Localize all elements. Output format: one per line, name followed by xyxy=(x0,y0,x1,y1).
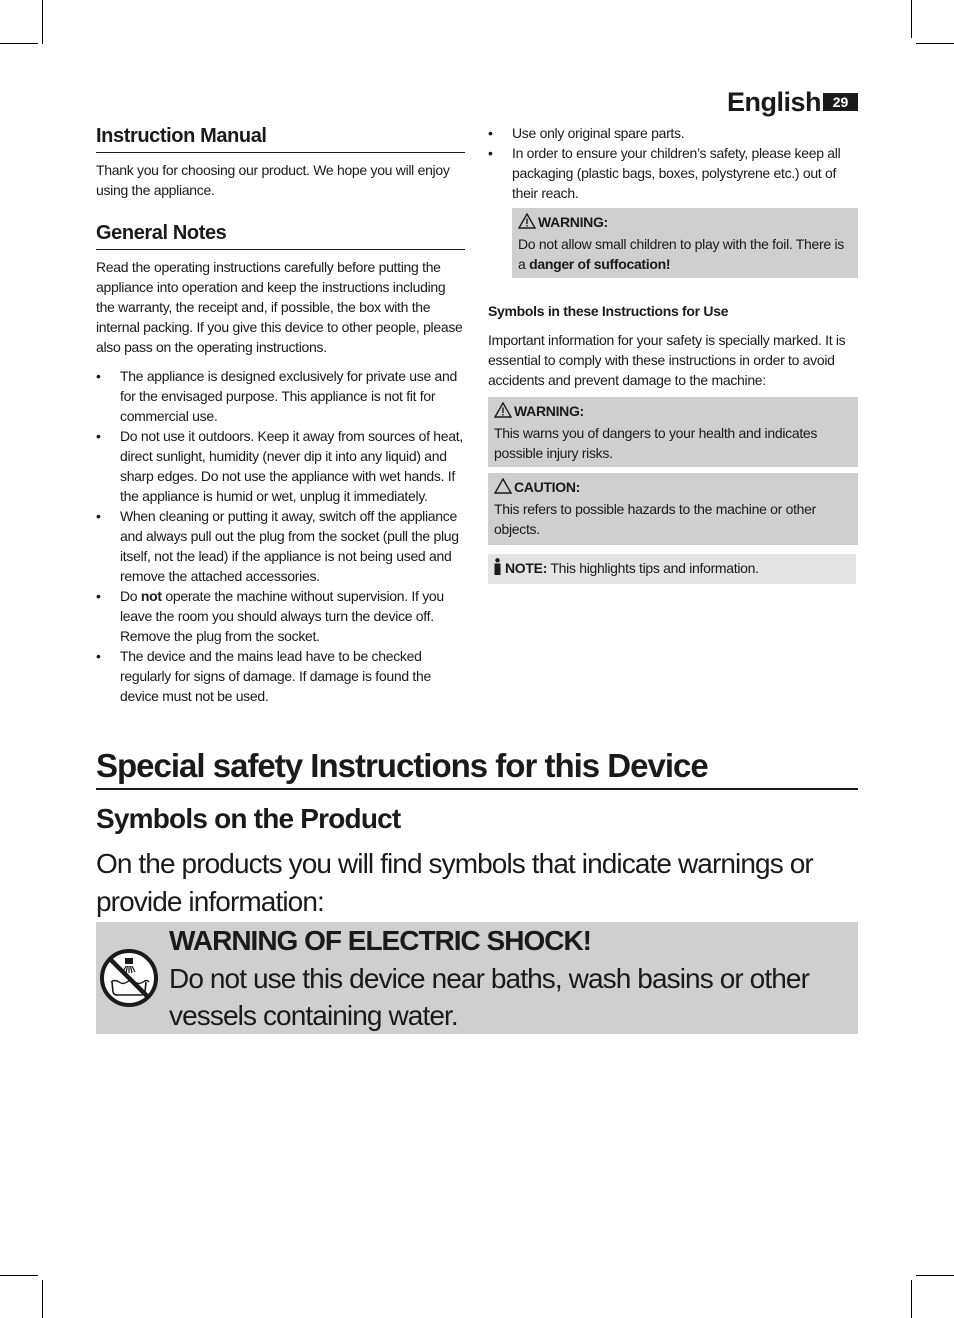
list-item: • The appliance is designed exclusively for private use and for the envisaged purpose. This appliance is not fit for commercial use. xyxy=(96,366,465,426)
crop-mark xyxy=(0,43,38,44)
caution-box xyxy=(488,473,858,545)
note-box xyxy=(488,554,856,584)
crop-mark xyxy=(916,43,954,44)
list-item: • Do not use it outdoors. Keep it away from sources of heat, direct sunlight, humidity (never dip it into any liquid) and sharp edges. Do not use the appliance with wet hands. If the appliance is humid or wet, unplug it immediately. xyxy=(96,426,465,506)
crop-mark xyxy=(42,0,43,44)
list-item: • Use only original spare parts. xyxy=(488,123,858,143)
safety-list xyxy=(488,123,858,203)
right-column xyxy=(488,122,858,584)
warning-label: WARNING: xyxy=(514,403,584,419)
electric-shock-description: Do not use this device near baths, wash basins or other vessels containing water. xyxy=(169,963,810,1031)
general-notes-text: Read the operating instructions carefully before putting the appliance into operation and keep the instructions including the warranty, the receipt and, if possible, the box with the internal packing. If you give this device to other people, please also pass on the operating instructions. xyxy=(96,259,463,355)
warning-emphasis: danger of suffocation! xyxy=(529,256,671,272)
symbols-product-title: Symbols on the Product xyxy=(96,803,401,834)
warning-text: Do not allow small children to play with the foil. There is a xyxy=(518,236,844,272)
warning-foil-box xyxy=(512,208,858,278)
caution-label: CAUTION: xyxy=(514,479,581,495)
warning-label: WARNING: xyxy=(538,214,608,230)
electric-shock-warning-box xyxy=(96,922,858,1034)
symbols-intro: On the products you will find symbols that indicate warnings or provide information: xyxy=(96,848,813,917)
crop-mark xyxy=(42,1280,43,1318)
list-item xyxy=(96,586,465,646)
crop-mark xyxy=(911,1280,912,1318)
general-notes-list xyxy=(96,366,465,706)
caution-triangle-icon xyxy=(494,478,512,499)
warning-triangle-icon xyxy=(494,402,512,423)
general-notes-heading: General Notes xyxy=(96,219,465,250)
no-water-bath-icon xyxy=(99,948,159,1013)
list-item: • The device and the mains lead have to be checked regularly for signs of damage. If damage is found the device must not be used. xyxy=(96,646,465,706)
page-number: 29 xyxy=(823,93,858,111)
warning-text: This warns you of dangers to your health and indicates possible injury risks. xyxy=(494,425,818,461)
instruction-manual-text: Thank you for choosing our product. We hope you will enjoy using the appliance. xyxy=(96,162,450,198)
symbols-text: Important information for your safety is specially marked. It is essential to comply with these instructions in order to avoid accidents and prevent damage to the machine: xyxy=(488,332,846,388)
warning-triangle-icon xyxy=(518,213,536,234)
electric-shock-title: WARNING OF ELECTRIC SHOCK! xyxy=(169,925,591,956)
electric-shock-text xyxy=(169,922,854,1034)
list-item-rest: operate the machine without supervision. If you leave the room you should always turn the device off. Remove the plug from the socket. xyxy=(120,588,444,644)
instruction-manual-heading: Instruction Manual xyxy=(96,122,465,153)
language-label: English xyxy=(727,87,822,117)
list-item-emphasis: not xyxy=(140,588,162,604)
list-item: • In order to ensure your children’s safety, please keep all packaging (plastic bags, boxes, polystyrene etc.) out of their reach. xyxy=(488,143,858,203)
info-icon xyxy=(493,558,502,580)
left-column xyxy=(96,122,465,706)
note-label: NOTE: xyxy=(505,560,548,576)
crop-mark xyxy=(916,1275,954,1276)
symbols-heading: Symbols in these Instructions for Use xyxy=(488,303,729,319)
list-item: • When cleaning or putting it away, switch off the appliance and always pull out the plug from the socket (pull the plug itself, not the lead) if the appliance is not being used and remove the attached accessories. xyxy=(96,506,465,586)
special-safety-title: Special safety Instructions for this Device xyxy=(96,744,858,790)
note-text: This highlights tips and information. xyxy=(547,560,759,576)
caution-text: This refers to possible hazards to the machine or other objects. xyxy=(494,501,817,537)
crop-mark xyxy=(911,0,912,38)
list-item-prefix: Do xyxy=(120,588,141,604)
warning-symbol-box xyxy=(488,397,858,467)
crop-mark xyxy=(0,1275,38,1276)
